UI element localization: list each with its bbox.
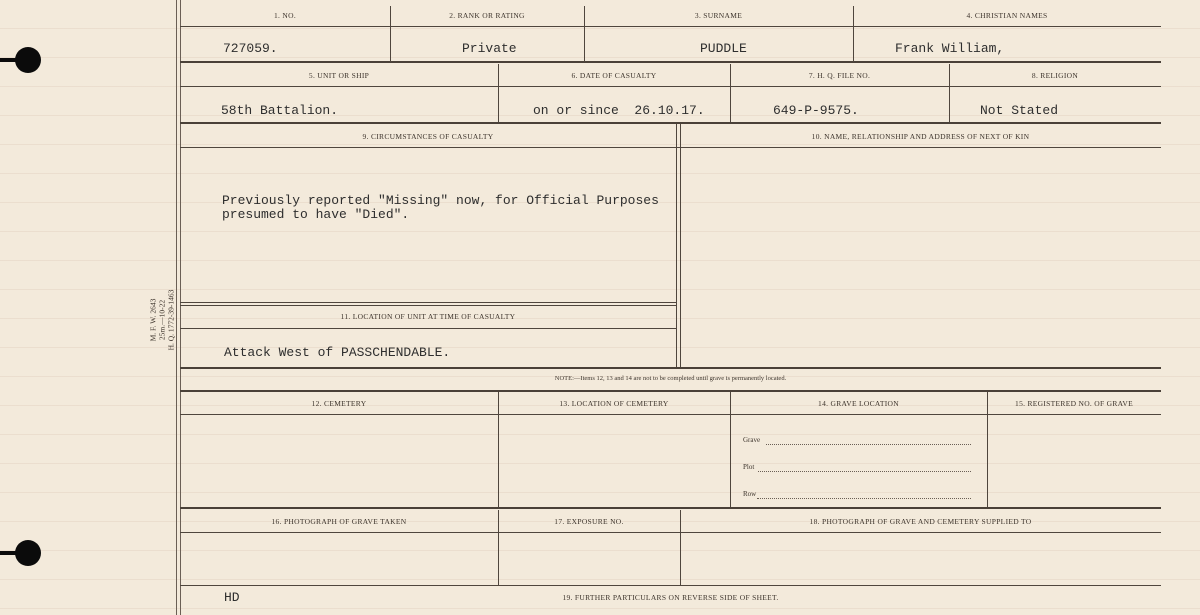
rule bbox=[180, 61, 1161, 63]
rule bbox=[180, 86, 1161, 87]
rule bbox=[180, 390, 1161, 392]
form-ref-line: H. Q. 1772-39-1463 bbox=[166, 289, 176, 351]
service-number: 727059. bbox=[223, 41, 278, 56]
dotted-fill-line bbox=[758, 471, 971, 472]
field-label-photo-taken: 16. PHOTOGRAPH OF GRAVE TAKEN bbox=[271, 517, 407, 526]
rule bbox=[180, 147, 1161, 148]
surname-value: PUDDLE bbox=[700, 41, 747, 56]
rule bbox=[180, 367, 1161, 369]
punch-hole-top bbox=[15, 47, 41, 73]
field-label-cemetery: 12. CEMETERY bbox=[311, 399, 367, 408]
rule bbox=[180, 302, 676, 303]
file-number-value: 649-P-9575. bbox=[773, 103, 859, 118]
field-label-religion: 8. RELIGION bbox=[1031, 71, 1079, 80]
further-particulars-note: 19. FURTHER PARTICULARS ON REVERSE SIDE OF SHEET. bbox=[562, 593, 779, 602]
rule bbox=[498, 392, 499, 507]
rule bbox=[987, 392, 988, 507]
field-label-surname: 3. SURNAME bbox=[694, 11, 743, 20]
clerk-initials: HD bbox=[224, 590, 240, 605]
completion-note: NOTE:—Items 12, 13 and 14 are not to be completed until grave is permanently located. bbox=[554, 375, 787, 382]
field-label-exposure-no: 17. EXPOSURE NO. bbox=[554, 517, 624, 526]
margin-rule bbox=[176, 0, 177, 615]
rule bbox=[180, 532, 1161, 533]
form-ref-line: M. F. W. 2643 bbox=[148, 298, 158, 342]
field-label-christian-names: 4. CHRISTIAN NAMES bbox=[966, 11, 1048, 20]
rule bbox=[180, 305, 676, 306]
punch-hole-bottom bbox=[15, 540, 41, 566]
christian-names-value: Frank William, bbox=[895, 41, 1005, 56]
rule bbox=[180, 414, 1161, 415]
rule bbox=[180, 26, 1161, 27]
field-label-location-of-unit: 11. LOCATION OF UNIT AT TIME OF CASUALTY bbox=[340, 312, 516, 321]
rule bbox=[180, 122, 1161, 124]
field-label-next-of-kin: 10. NAME, RELATIONSHIP AND ADDRESS OF NEXT OF KIN bbox=[811, 132, 1030, 141]
field-label-photo-supplied: 18. PHOTOGRAPH OF GRAVE AND CEMETERY SUPPLIED TO bbox=[809, 517, 1032, 526]
field-label-circumstances: 9. CIRCUMSTANCES OF CASUALTY bbox=[362, 132, 494, 141]
row-line-label: Row bbox=[743, 490, 757, 498]
location-of-unit-value: Attack West of PASSCHENDABLE. bbox=[224, 345, 451, 360]
casualty-date-value: on or since 26.10.17. bbox=[533, 103, 705, 118]
rank-value: Private bbox=[462, 41, 517, 56]
dotted-fill-line bbox=[757, 498, 971, 499]
circumstances-text bbox=[222, 194, 672, 222]
form-ref-line: 25m.—10-22 bbox=[157, 299, 167, 341]
dotted-fill-line bbox=[766, 444, 971, 445]
field-label-registered-no: 15. REGISTERED NO. OF GRAVE bbox=[1015, 399, 1133, 408]
religion-value: Not Stated bbox=[980, 103, 1059, 118]
rule bbox=[180, 328, 676, 329]
rule bbox=[180, 585, 1161, 586]
form-reference bbox=[149, 290, 176, 351]
field-label-location-of-cemetery: 13. LOCATION OF CEMETERY bbox=[559, 399, 669, 408]
field-label-grave-location: 14. GRAVE LOCATION bbox=[818, 399, 899, 408]
unit-value: 58th Battalion. bbox=[221, 103, 339, 118]
field-label-unit: 5. UNIT OR SHIP bbox=[308, 71, 370, 80]
plot-line-label: Plot bbox=[743, 463, 755, 471]
circumstances-line: Previously reported "Missing" now, for Official Purposes bbox=[222, 193, 659, 208]
rule bbox=[680, 124, 681, 367]
field-label-rank: 2. RANK OR RATING bbox=[449, 11, 525, 20]
rule bbox=[180, 507, 1161, 509]
circumstances-line: presumed to have "Died". bbox=[222, 207, 410, 222]
grave-line-label: Grave bbox=[743, 436, 761, 444]
field-label-date: 6. DATE OF CASUALTY bbox=[571, 71, 657, 80]
field-label-file-no: 7. H. Q. FILE NO. bbox=[808, 71, 871, 80]
rule bbox=[730, 392, 731, 507]
field-label-no: 1. NO. bbox=[273, 11, 296, 20]
rule bbox=[676, 124, 677, 367]
